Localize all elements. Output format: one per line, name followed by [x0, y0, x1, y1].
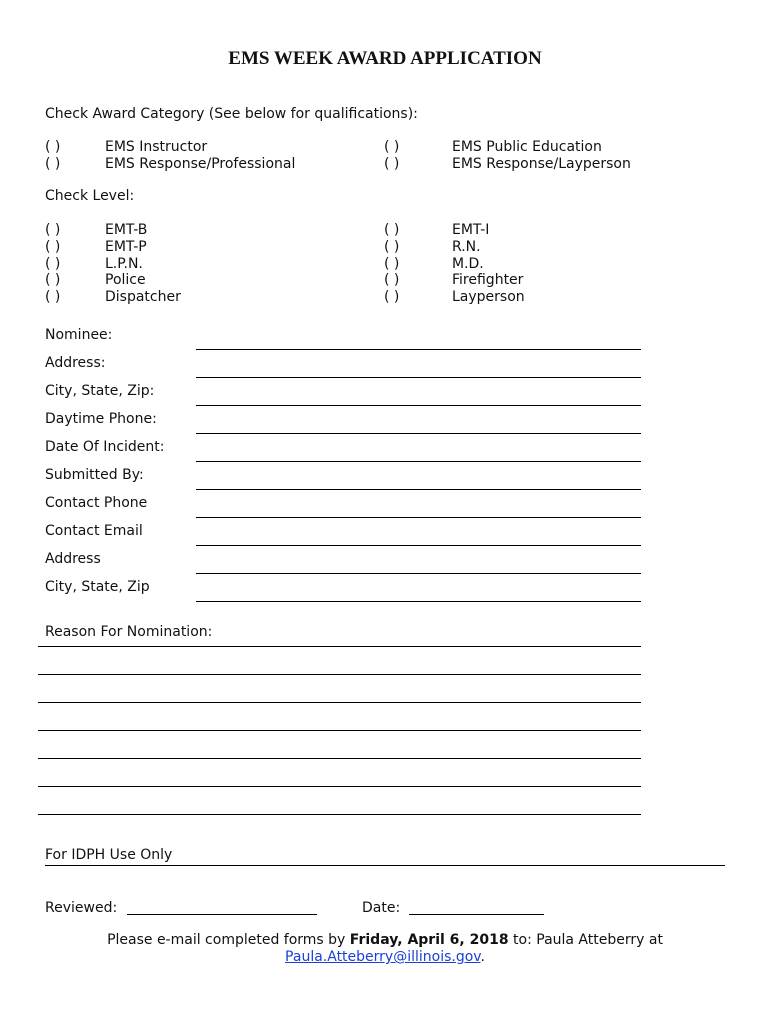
field-label-submitter-address: Address	[45, 551, 101, 567]
option-label: M.D.	[452, 256, 484, 272]
reason-line[interactable]	[38, 646, 641, 647]
reason-line[interactable]	[38, 702, 641, 703]
option-label: EMT-B	[105, 222, 148, 238]
checkbox-marker: ( )	[384, 222, 400, 238]
checkbox-marker: ( )	[45, 156, 61, 172]
field-line-contact-phone[interactable]	[196, 517, 641, 518]
level-option-md[interactable]	[384, 256, 484, 272]
checkbox-marker: ( )	[384, 256, 400, 272]
option-label: EMS Public Education	[452, 139, 602, 155]
option-label: EMT-P	[105, 239, 147, 255]
field-label-address: Address:	[45, 355, 106, 371]
footer-text-before: Please e-mail completed forms by	[107, 932, 350, 948]
office-use-label: For IDPH Use Only	[45, 847, 173, 863]
checkbox-marker: ( )	[45, 272, 61, 288]
option-label: EMS Response/Layperson	[452, 156, 631, 172]
checkbox-marker: ( )	[384, 156, 400, 172]
level-option-police[interactable]	[45, 272, 146, 288]
date-label: Date:	[362, 900, 401, 916]
footer-instructions	[0, 932, 770, 966]
reason-line[interactable]	[38, 758, 641, 759]
category-option-ems-response-layperson[interactable]	[384, 156, 631, 172]
reviewed-line[interactable]	[127, 914, 317, 915]
form-title: EMS WEEK AWARD APPLICATION	[228, 48, 542, 69]
checkbox-marker: ( )	[384, 239, 400, 255]
field-label-date-of-incident: Date Of Incident:	[45, 439, 165, 455]
reason-line[interactable]	[38, 674, 641, 675]
field-line-contact-email[interactable]	[196, 545, 641, 546]
checkbox-marker: ( )	[384, 139, 400, 155]
field-line-submitter-city-state-zip[interactable]	[196, 601, 641, 602]
level-option-layperson[interactable]	[384, 289, 525, 305]
level-option-emt-b[interactable]	[45, 222, 147, 238]
level-option-emt-i[interactable]	[384, 222, 489, 238]
level-option-rn[interactable]	[384, 239, 481, 255]
checkbox-marker: ( )	[45, 239, 61, 255]
option-label: R.N.	[452, 239, 481, 255]
checkbox-marker: ( )	[45, 139, 61, 155]
email-link[interactable]: Paula.Atteberry@illinois.gov	[285, 949, 481, 965]
category-option-ems-public-education[interactable]	[384, 139, 602, 155]
reason-line[interactable]	[38, 730, 641, 731]
field-label-daytime-phone: Daytime Phone:	[45, 411, 157, 427]
footer-text-after: to: Paula Atteberry at	[508, 932, 663, 948]
checkbox-marker: ( )	[45, 256, 61, 272]
option-label: EMS Response/Professional	[105, 156, 296, 172]
date-line[interactable]	[409, 914, 544, 915]
reason-line[interactable]	[38, 786, 641, 787]
checkbox-marker: ( )	[384, 272, 400, 288]
footer-end: .	[480, 949, 485, 965]
field-label-contact-email: Contact Email	[45, 523, 143, 539]
checkbox-marker: ( )	[45, 222, 61, 238]
level-option-firefighter[interactable]	[384, 272, 523, 288]
field-label-nominee: Nominee:	[45, 327, 113, 343]
office-use-divider	[45, 865, 725, 866]
reason-label: Reason For Nomination:	[45, 624, 213, 640]
checkbox-marker: ( )	[384, 289, 400, 305]
reviewed-label: Reviewed:	[45, 900, 118, 916]
field-line-submitter-address[interactable]	[196, 573, 641, 574]
field-line-date-of-incident[interactable]	[196, 461, 641, 462]
option-label: Police	[105, 272, 146, 288]
field-label-submitted-by: Submitted By:	[45, 467, 144, 483]
level-option-lpn[interactable]	[45, 256, 143, 272]
checkbox-marker: ( )	[45, 289, 61, 305]
option-label: EMS Instructor	[105, 139, 208, 155]
option-label: EMT-I	[452, 222, 490, 238]
level-option-dispatcher[interactable]	[45, 289, 181, 305]
field-line-city-state-zip[interactable]	[196, 405, 641, 406]
field-label-submitter-city-state-zip: City, State, Zip	[45, 579, 150, 595]
field-line-daytime-phone[interactable]	[196, 433, 641, 434]
field-label-city-state-zip: City, State, Zip:	[45, 383, 155, 399]
option-label: Layperson	[452, 289, 525, 305]
field-line-submitted-by[interactable]	[196, 489, 641, 490]
award-category-heading: Check Award Category (See below for qualifications):	[45, 106, 418, 122]
option-label: L.P.N.	[105, 256, 143, 272]
check-level-heading: Check Level:	[45, 188, 135, 204]
level-option-emt-p[interactable]	[45, 239, 147, 255]
field-label-contact-phone: Contact Phone	[45, 495, 148, 511]
field-line-nominee[interactable]	[196, 349, 641, 350]
deadline: Friday, April 6, 2018	[349, 932, 509, 948]
option-label: Dispatcher	[105, 289, 181, 305]
reason-line[interactable]	[38, 814, 641, 815]
field-line-address[interactable]	[196, 377, 641, 378]
category-option-ems-instructor[interactable]	[45, 139, 207, 155]
option-label: Firefighter	[452, 272, 524, 288]
category-option-ems-response-professional[interactable]	[45, 156, 295, 172]
